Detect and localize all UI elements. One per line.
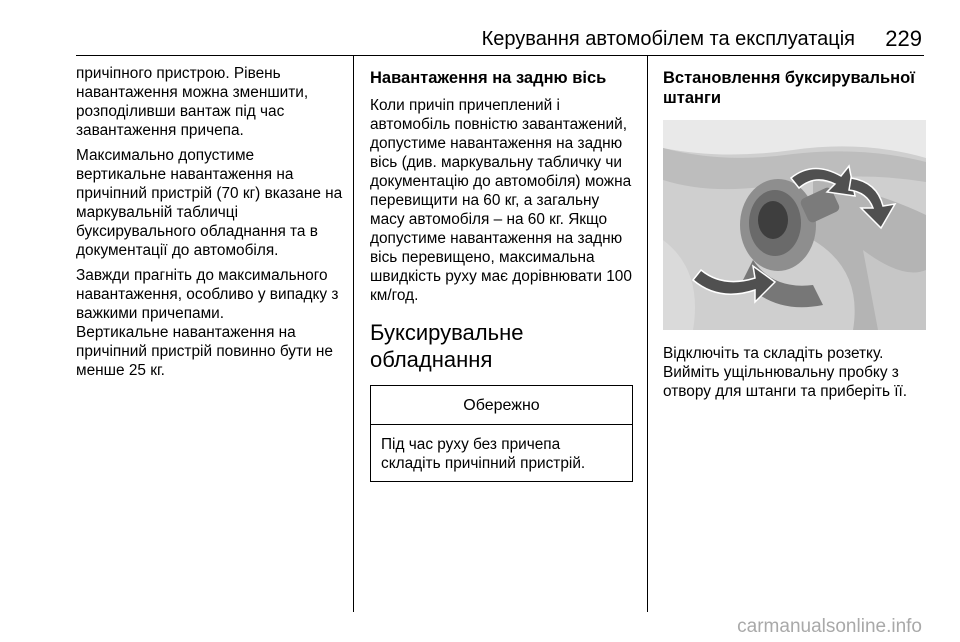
section-title-towing-equipment: Буксирувальне обладнання (370, 320, 524, 372)
caution-text: Під час руху без причепа складіть причіпний пристрій. (381, 436, 586, 472)
column-divider-2 (647, 56, 648, 612)
caution-title: Обережно (371, 386, 632, 425)
column-3 (663, 64, 928, 407)
watermark: carmanualsonline.info (737, 616, 922, 637)
paragraph-2: Максимально допустиме вертикальне навантаження на причіпний пристрій (70 кг) вказане на маркувальній табличці буксирувального обладнання та в документації до автомобіля. (76, 147, 343, 259)
column-2 (370, 64, 633, 482)
section-heading-rear-axle: Навантаження на задню вісь (370, 69, 607, 87)
paragraph-rear-axle: Коли причіп причеплений і автомобіль повністю завантажений, допустиме навантаження на задню вісь (див. маркувальну табличку чи документацію до автомобіля) можна перевищити на 60 кг, а загальну масу автомобіля – на 60 кг. Якщо допустиме навантаження на задню вісь перевищено, максимальна швидкість руху має дорівнювати 100 км/год. (370, 97, 632, 304)
header-rule (76, 55, 924, 56)
caution-box (370, 385, 633, 482)
page-number: 229 (885, 26, 922, 51)
paragraph-3: Завжди прагніть до максимального навантаження, особливо у випадку з важкими причепами. (76, 267, 339, 322)
tow-bar-socket-illustration (663, 120, 926, 330)
paragraph-4: Вертикальне навантаження на причіпний пристрій повинно бути не менше 25 кг. (76, 324, 333, 379)
paragraph-tow-bar: Відключіть та складіть розетку. Вийміть ущільнювальну пробку з отвору для штанги та приберіть її. (663, 345, 908, 400)
column-divider-1 (353, 56, 354, 612)
tow-bar-socket-photo (663, 120, 926, 330)
section-heading-tow-bar: Встановлення буксирувальної штанги (663, 69, 915, 107)
running-title: Керування автомобілем та експлуатація (481, 28, 855, 50)
paragraph-1: причіпного пристрою. Рівень навантаження можна зменшити, розподіливши вантаж під час завантаження причепа. (76, 65, 309, 139)
column-1 (76, 64, 348, 386)
page-header (0, 0, 960, 50)
